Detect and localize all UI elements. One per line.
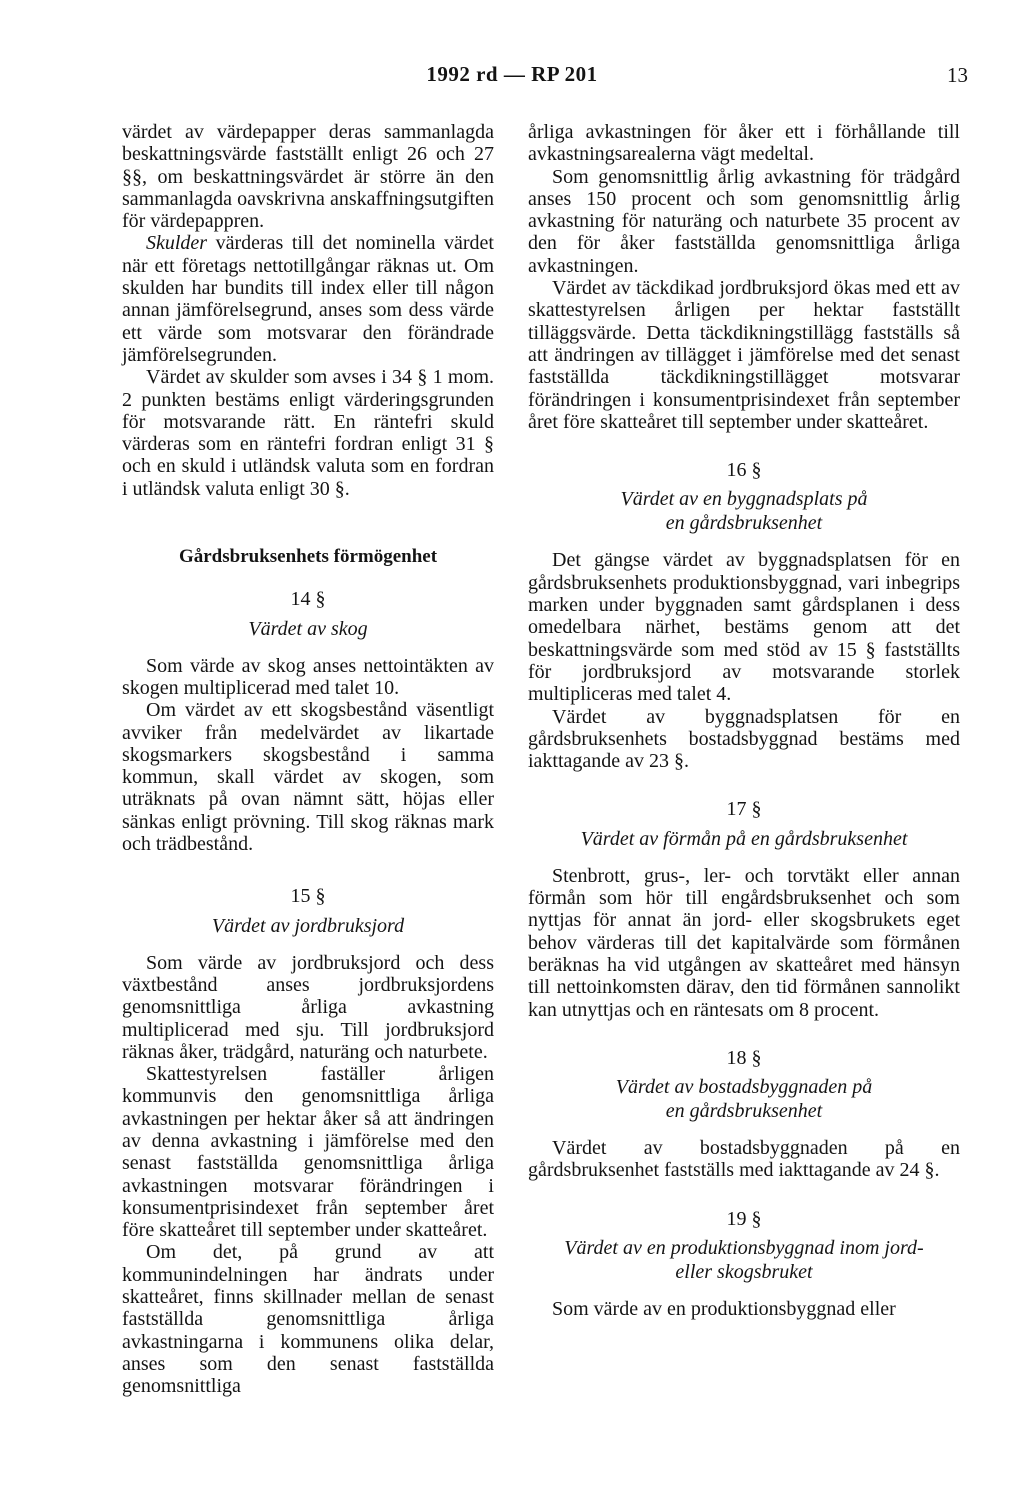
paragraph: Som genomsnittlig årlig avkastning för trädgård anses 150 procent och som genomsnittlig årlig avkastning för naturäng och naturbete 35 procent av den för åker fastställda genomsnittliga årliga avkastningen. [528, 165, 960, 277]
page-number: 13 [947, 63, 968, 87]
section-number: 16 § [726, 459, 762, 482]
left-column [122, 121, 494, 1398]
paragraph: Skattestyrelsen faställer årligen kommunvis den genomsnittliga årliga avkastningen per hektar åker så att ändringen av denna avkastning i jämförelse med den senast fastställda genomsnittliga årliga avkastningen motsvarar förändringen i konsumentprisindexet från september året före skatteåret till september under skatteåret. [122, 1063, 494, 1242]
section-title: Värdet av förmån på en gårdsbruksenhet [580, 827, 908, 850]
section-title [528, 1236, 960, 1284]
paragraph: årliga avkastningen för åker ett i förhållande till avkastningsarealerna vägt medeltal. [528, 121, 960, 166]
section-number: 18 § [726, 1046, 762, 1069]
section-number: 19 § [726, 1207, 762, 1230]
paragraph: Värdet av skulder som avses i 34 § 1 mom. 2 punkten bestäms enligt värderingsgrunden för motsvarande rätt. En räntefri skuld värderas som en räntefri fordran enligt 31 § och en skuld i utländsk valuta som en fordran i utländsk valuta enligt 30 §. [122, 366, 494, 500]
paragraph: Som värde av en produktionsbyggnad eller [552, 1297, 896, 1320]
italic-term: Skulder [146, 232, 208, 255]
paragraph: Värdet av byggnadsplatsen för en gårdsbruksenhets bostadsbyggnad bestäms med iakttagande av 23 §. [528, 705, 960, 773]
paragraph: Stenbrott, grus-, ler- och torvtäkt eller annan förmån som hör till engårdsbruksenhet och som nyttjas för annat än jord- eller skogsbrukets eget behov värderas till det kapitalvärde som förmånen beräknas ha vid utgången av skatteåret med hänsyn till nettoinkomsten därav, den tid förmånen sannolikt kan utnyttjas och en räntesats om 8 procent. [528, 864, 960, 1021]
paragraph: Som värde av skog anses nettointäkten av skogen multiplicerad med talet 10. [122, 654, 494, 699]
section-title-line: eller skogsbruket [675, 1260, 813, 1283]
right-column [528, 121, 960, 1320]
paragraph: värdet av värdepapper deras sammanlagda beskattningsvärde fastställt enligt 26 och 27 §§, om beskattningsvärdet är större än den sammanlagda oavskrivna anskaffningsutgiften för värdepappren. [122, 121, 494, 233]
section-title [528, 487, 960, 535]
section-title: Värdet av jordbruksjord [211, 914, 405, 937]
paragraph: Om det, på grund av att kommunindelningen har ändrats under skatteåret, finns skillnader mellan de senast fastställda genomsnittliga årliga avkastningarna i kommunens olika delar, anses som den senast fastställda genomsnittliga [122, 1241, 494, 1398]
section-title-line: Värdet av en produktionsbyggnad inom jord- [564, 1236, 924, 1259]
section-title [528, 1075, 960, 1123]
running-title: 1992 rd — RP 201 [426, 62, 598, 86]
paragraph [122, 232, 494, 366]
paragraph: Om värdet av ett skogsbestånd väsentligt avviker från medelvärdet av likartade skogsmarkers skogsbestånd i samma kommun, skall värdet av skogen, som uträknats på ovan nämnt sätt, höjas eller sänkas enligt prövning. Till skog räknas mark och trädbestånd. [122, 699, 494, 856]
paragraph: Värdet av täckdikad jordbruksjord ökas med ett av skattestyrelsen årligen per hektar fastställt tilläggsvärde. Detta täckdikningstillägg fastställs så att ändringen av tillägget i jämförelse med det senast fastställda täckdikningstillägget motsvarar förändringen i konsumentprisindexet från september året före skatteåret till september under skatteåret. [528, 277, 960, 433]
paragraph: Värdet av bostadsbyggnaden på en gårdsbruksenhet fastställs med iakttagande av 24 §. [528, 1137, 960, 1182]
section-number: 15 § [290, 885, 326, 908]
section-title-line: en gårdsbruksenhet [665, 512, 823, 535]
paragraph-text: värderas till det nominella värdet när ett företags nettotillgångar räknas ut. Om skulden har bundits till index eller till någon annan jämförelsegrund, anses som dess värde ett värde som motsvarar den förändrade jämförelsegrunden. [122, 232, 494, 366]
paragraph: Som värde av jordbruksjord och dess växtbestånd anses jordbruksjordens genomsnittliga årliga avkastning multiplicerad med sju. Till jordbruksjord räknas åker, trädgård, naturäng och naturbete. [122, 951, 494, 1063]
section-title-line: Värdet av bostadsbyggnaden på [615, 1076, 873, 1099]
page-header [0, 62, 1024, 92]
section-title-line: Värdet av en byggnadsplats på [620, 488, 868, 511]
section-number: 17 § [726, 798, 762, 821]
chapter-heading: Gårdsbruksenhets förmögenhet [178, 546, 438, 568]
section-title-line: en gårdsbruksenhet [665, 1100, 823, 1123]
section-number: 14 § [290, 588, 326, 611]
paragraph: Det gängse värdet av byggnadsplatsen för en gårdsbruksenhets produktionsbyggnad, vari inbegrips marken under byggnaden samt gårdsplanen i dess omedelbara närhet, bestäms genom att det beskattningsvärde som med stöd av 15 § fastställts för jordbruksjord av motsvarande storlek multipliceras med talet 4. [528, 549, 960, 706]
section-title: Värdet av skog [248, 617, 368, 640]
